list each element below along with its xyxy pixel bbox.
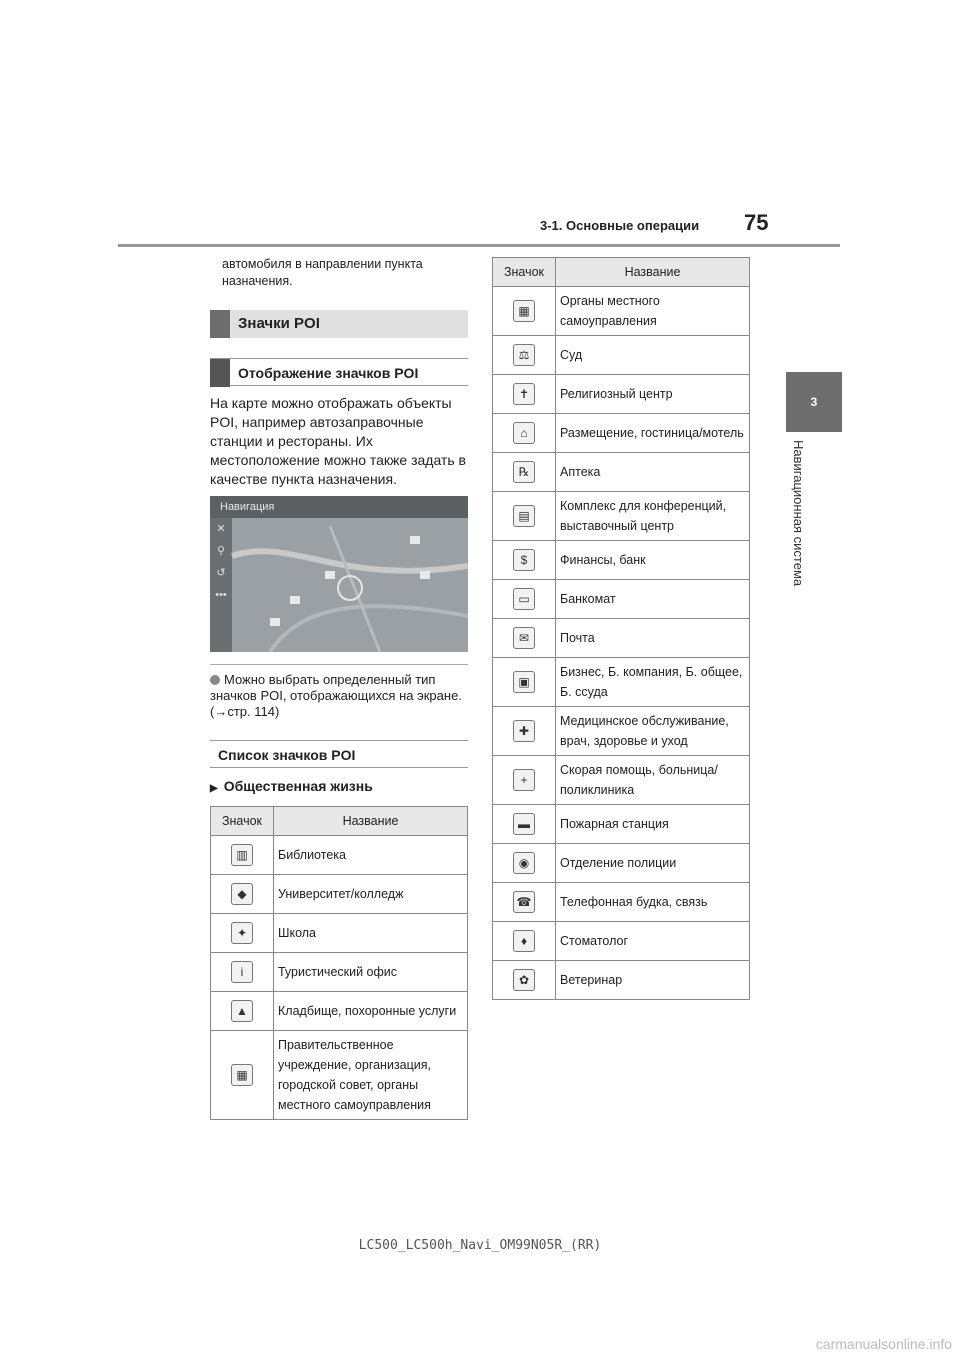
name-cell	[556, 961, 750, 1000]
name-cell	[274, 875, 468, 914]
navigation-map-screenshot	[210, 496, 468, 652]
icon-cell	[493, 883, 556, 922]
icon-cell	[493, 658, 556, 707]
table-row	[493, 619, 750, 658]
table-row	[211, 1031, 468, 1120]
name-line: Библиотека	[278, 848, 346, 862]
hotel-icon: ⌂	[513, 422, 535, 444]
col-icon-header: Значок	[211, 807, 274, 836]
table-row	[211, 953, 468, 992]
name-cell	[274, 953, 468, 992]
name-line: учреждение, организация,	[278, 1058, 432, 1072]
religious-center-icon: ✝	[513, 383, 535, 405]
table-row	[493, 287, 750, 336]
name-line: самоуправления	[560, 314, 657, 328]
veterinarian-icon: ✿	[513, 969, 535, 991]
bullet-dot	[210, 675, 220, 685]
bullet-note-text: Можно выбрать определенный тип значков POI, отображающихся на экране. (→стр. 114)	[210, 672, 462, 719]
icon-cell	[211, 1031, 274, 1120]
name-cell	[274, 1031, 468, 1120]
name-line: Размещение, гостиница/мотель	[560, 426, 744, 440]
name-line: Аптека	[560, 465, 601, 479]
col-name-header: Название	[274, 807, 468, 836]
heading-poi-icons: Значки POI	[210, 310, 468, 338]
col-name-header: Название	[556, 258, 750, 287]
name-line: врач, здоровье и уход	[560, 734, 688, 748]
name-line: Религиозный центр	[560, 387, 673, 401]
name-line: местного самоуправления	[278, 1098, 431, 1112]
phone-icon: ☎	[513, 891, 535, 913]
table-row	[493, 756, 750, 805]
icon-cell	[493, 287, 556, 336]
table-row	[211, 914, 468, 953]
icon-cell	[211, 836, 274, 875]
atm-icon: ▭	[513, 588, 535, 610]
mail-icon: ✉	[513, 627, 535, 649]
subheading-public-life-label: Общественная жизнь	[223, 778, 373, 794]
heading-poi-list: Список значков POI	[210, 740, 468, 768]
name-line: Отделение полиции	[560, 856, 677, 870]
table-row	[493, 453, 750, 492]
col-icon-header: Значок	[493, 258, 556, 287]
business-icon: ▣	[513, 671, 535, 693]
name-line: Комплекс для конференций,	[560, 499, 727, 513]
poi-table-right	[492, 257, 750, 1000]
name-cell	[274, 914, 468, 953]
name-line: городской совет, органы	[278, 1078, 419, 1092]
police-icon: ◉	[513, 852, 535, 874]
display-paragraph: На карте можно отображать объекты POI, например автозаправочные станции и рестораны. Их местоположение можно также задать в качестве пункта назначения.	[210, 395, 466, 487]
icon-cell	[493, 844, 556, 883]
name-cell	[556, 492, 750, 541]
name-line: Бизнес, Б. компания, Б. общее,	[560, 665, 743, 679]
table-row	[493, 961, 750, 1000]
name-line: Университет/колледж	[278, 887, 404, 901]
name-line: Пожарная станция	[560, 817, 669, 831]
map-toolbar-icons: ✕ ⚲ ↺ •••	[215, 523, 227, 601]
icon-cell	[493, 922, 556, 961]
name-line: Школа	[278, 926, 316, 940]
name-cell	[556, 375, 750, 414]
icon-cell	[493, 492, 556, 541]
name-line: Медицинское обслуживание,	[560, 714, 729, 728]
icon-cell	[211, 914, 274, 953]
icon-cell	[493, 707, 556, 756]
university-icon: ◆	[231, 883, 253, 905]
library-icon: ▥	[231, 844, 253, 866]
pharmacy-icon: ℞	[513, 461, 535, 483]
table-row	[493, 541, 750, 580]
name-cell	[556, 619, 750, 658]
name-cell	[556, 844, 750, 883]
medical-icon: ✚	[513, 720, 535, 742]
table-row	[493, 707, 750, 756]
table-row	[211, 992, 468, 1031]
name-cell	[556, 541, 750, 580]
table-row	[493, 414, 750, 453]
table-row	[493, 805, 750, 844]
icon-cell	[493, 756, 556, 805]
icon-cell	[493, 961, 556, 1000]
name-cell	[556, 580, 750, 619]
icon-cell	[211, 953, 274, 992]
section-header: 3-1. Основные операции	[540, 218, 700, 233]
bullet-note	[210, 672, 468, 720]
icon-cell	[493, 805, 556, 844]
icon-cell	[493, 453, 556, 492]
government-icon: ▦	[231, 1064, 253, 1086]
bank-icon: $	[513, 549, 535, 571]
name-line: Суд	[560, 348, 583, 362]
name-cell	[556, 658, 750, 707]
heading-display-poi	[210, 358, 468, 386]
name-line: выставочный центр	[560, 519, 674, 533]
table-row	[493, 658, 750, 707]
icon-cell	[493, 541, 556, 580]
dentist-icon: ♦	[513, 930, 535, 952]
map-roads	[210, 496, 468, 652]
bullet-rule	[210, 664, 468, 665]
poi-table-left	[210, 806, 468, 1120]
header-rule	[118, 244, 840, 247]
school-icon: ✦	[231, 922, 253, 944]
icon-cell	[211, 875, 274, 914]
name-line: поликлиника	[560, 783, 635, 797]
table-row	[493, 844, 750, 883]
table-row	[493, 922, 750, 961]
table-row	[493, 492, 750, 541]
icon-cell	[493, 580, 556, 619]
icon-cell	[211, 992, 274, 1031]
intro-text: автомобиля в направлении пункта назначения.	[222, 257, 423, 288]
watermark: carmanualsonline.info	[815, 1336, 952, 1352]
name-cell	[556, 336, 750, 375]
name-line: Финансы, банк	[560, 553, 646, 567]
table-row	[493, 336, 750, 375]
name-cell	[556, 707, 750, 756]
tourist-info-icon: i	[231, 961, 253, 983]
court-icon: ⚖	[513, 344, 535, 366]
icon-cell	[493, 336, 556, 375]
name-cell	[274, 992, 468, 1031]
name-cell	[556, 453, 750, 492]
name-cell	[556, 756, 750, 805]
table-row	[211, 875, 468, 914]
name-cell	[556, 414, 750, 453]
name-cell	[556, 922, 750, 961]
icon-cell	[493, 619, 556, 658]
subheading-public-life	[210, 778, 373, 794]
chapter-tab: 3	[786, 372, 842, 432]
page-number: 75	[744, 210, 769, 235]
name-line: Туристический офис	[278, 965, 398, 979]
table-row	[493, 883, 750, 922]
conference-icon: ▤	[513, 505, 535, 527]
chapter-label: Навигационная система	[791, 440, 806, 587]
name-line: Ветеринар	[560, 973, 623, 987]
name-line: Кладбище, похоронные услуги	[278, 1004, 457, 1018]
cemetery-icon: ▲	[231, 1000, 253, 1022]
name-line: Почта	[560, 631, 595, 645]
name-line: Телефонная будка, связь	[560, 895, 708, 909]
fire-station-icon: ▬	[513, 813, 535, 835]
heading-marker	[210, 359, 230, 387]
name-line: Скорая помощь, больница/	[560, 763, 718, 777]
name-line: Стоматолог	[560, 934, 629, 948]
name-cell	[556, 883, 750, 922]
name-line: Банкомат	[560, 592, 616, 606]
map-title: Навигация	[220, 501, 275, 513]
footer-code: LC500_LC500h_Navi_OM99N05R_(RR)	[358, 1238, 602, 1253]
local-government-icon: ▦	[513, 300, 535, 322]
icon-cell	[493, 414, 556, 453]
name-line: Органы местного	[560, 294, 660, 308]
table-row	[493, 375, 750, 414]
hospital-icon: +	[513, 769, 535, 791]
name-cell	[556, 287, 750, 336]
name-cell	[556, 805, 750, 844]
triangle-icon: ▶	[210, 783, 218, 794]
table-row	[493, 580, 750, 619]
heading-display-poi-label: Отображение значков POI	[238, 365, 419, 381]
name-line: Б. ссуда	[560, 685, 608, 699]
table-row	[211, 836, 468, 875]
name-cell	[274, 836, 468, 875]
name-line: Правительственное	[278, 1038, 394, 1052]
icon-cell	[493, 375, 556, 414]
